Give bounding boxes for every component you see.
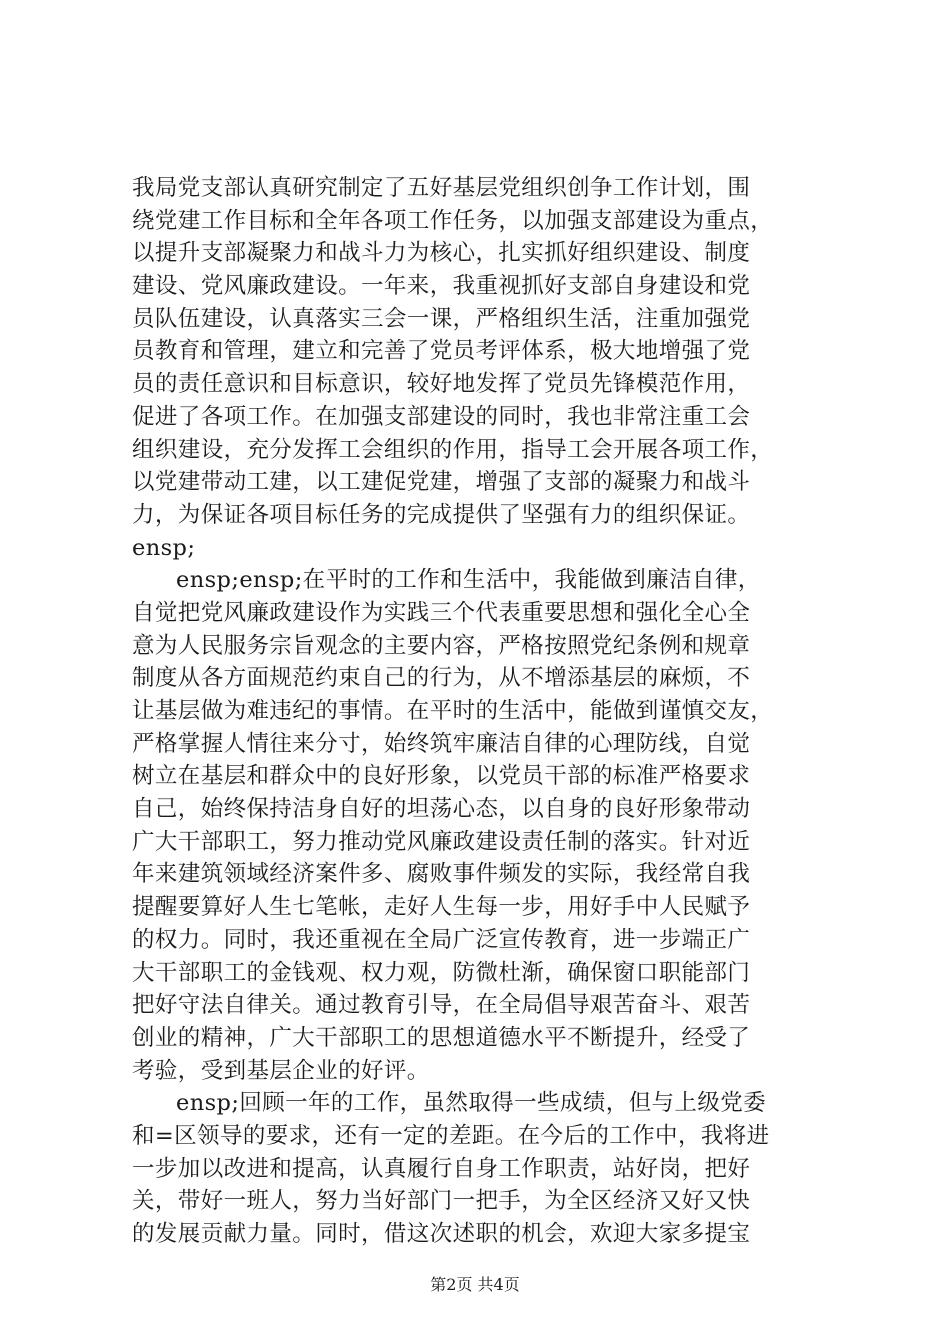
text-line: 提醒要算好人生七笔帐，走好人生每一步，用好手中人民赋予 (132, 894, 751, 921)
text-line: 组织建设，充分发挥工会组织的作用，指导工会开展各项工作， (132, 436, 774, 463)
text-line: 关，带好一班人，努力当好部门一把手，为全区经济又好又快 (132, 1188, 751, 1215)
text-line: 以提升支部凝聚力和战斗力为核心，扎实抓好组织建设、制度 (132, 240, 751, 267)
text-line: 员的责任意识和目标意识，较好地发挥了党员先锋模范作用， (132, 371, 751, 398)
text-line: ensp;ensp;在平时的工作和生活中，我能做到廉洁自律， (176, 567, 761, 594)
text-line: 建设、党风廉政建设。一年来，我重视抓好支部自身建设和党 (132, 273, 751, 300)
text-line: 绕党建工作目标和全年各项工作任务，以加强支部建设为重点， (132, 207, 774, 234)
text-line: 自觉把党风廉政建设作为实践三个代表重要思想和强化全心全 (132, 599, 751, 626)
text-line: 和=区领导的要求，还有一定的差距。在今后的工作中，我将进 (132, 1122, 770, 1149)
text-line: 促进了各项工作。在加强支部建设的同时，我也非常注重工会 (132, 403, 751, 430)
text-line: 创业的精神，广大干部职工的思想道德水平不断提升，经受了 (132, 1024, 751, 1051)
text-line: 的权力。同时，我还重视在全局广泛宣传教育，进一步端正广 (132, 926, 751, 953)
text-line: 自己，始终保持洁身自好的坦荡心态，以自身的良好形象带动 (132, 796, 751, 823)
text-line: 制度从各方面规范约束自己的行为，从不增添基层的麻烦，不 (132, 665, 751, 692)
text-line: 我局党支部认真研究制定了五好基层党组织创争工作计划，围 (132, 175, 751, 201)
text-line: 广大干部职工，努力推动党风廉政建设责任制的落实。针对近 (132, 828, 751, 855)
text-line: 以党建带动工建，以工建促党建，增强了支部的凝聚力和战斗 (132, 469, 751, 496)
text-line: 年来建筑领域经济案件多、腐败事件频发的实际，我经常自我 (132, 861, 751, 888)
text-line: 树立在基层和群众中的良好形象，以党员干部的标准严格要求 (132, 763, 751, 790)
text-line: 员队伍建设，认真落实三会一课，严格组织生活，注重加强党 (132, 305, 751, 332)
text-line: 大干部职工的金钱观、权力观，防微杜渐，确保窗口职能部门 (132, 959, 751, 986)
text-line: 严格掌握人情往来分寸，始终筑牢廉洁自律的心理防线，自觉 (132, 730, 751, 757)
document-body (132, 172, 832, 1251)
text-line: 员教育和管理，建立和完善了党员考评体系，极大地增强了党 (132, 338, 751, 365)
page-number-footer: 第2页 共4页 (430, 1275, 520, 1294)
text-line: 力，为保证各项目标任务的完成提供了坚强有力的组织保证。 (132, 501, 751, 528)
text-line: 让基层做为难违纪的事情。在平时的生活中，能做到谨慎交友， (132, 698, 774, 724)
text-line: 一步加以改进和提高，认真履行自身工作职责，站好岗，把好 (132, 1155, 751, 1182)
text-line: ensp; (132, 534, 196, 561)
text-line: 把好守法自律关。通过教育引导，在全局倡导艰苦奋斗、艰苦 (132, 992, 751, 1019)
text-line: ensp;回顾一年的工作，虽然取得一些成绩，但与上级党委 (176, 1090, 767, 1117)
text-line: 的发展贡献力量。同时，借这次述职的机会，欢迎大家多提宝 (132, 1221, 751, 1247)
text-line: 考验，受到基层企业的好评。 (132, 1057, 430, 1084)
text-line: 意为人民服务宗旨观念的主要内容，严格按照党纪条例和规章 (132, 632, 751, 659)
